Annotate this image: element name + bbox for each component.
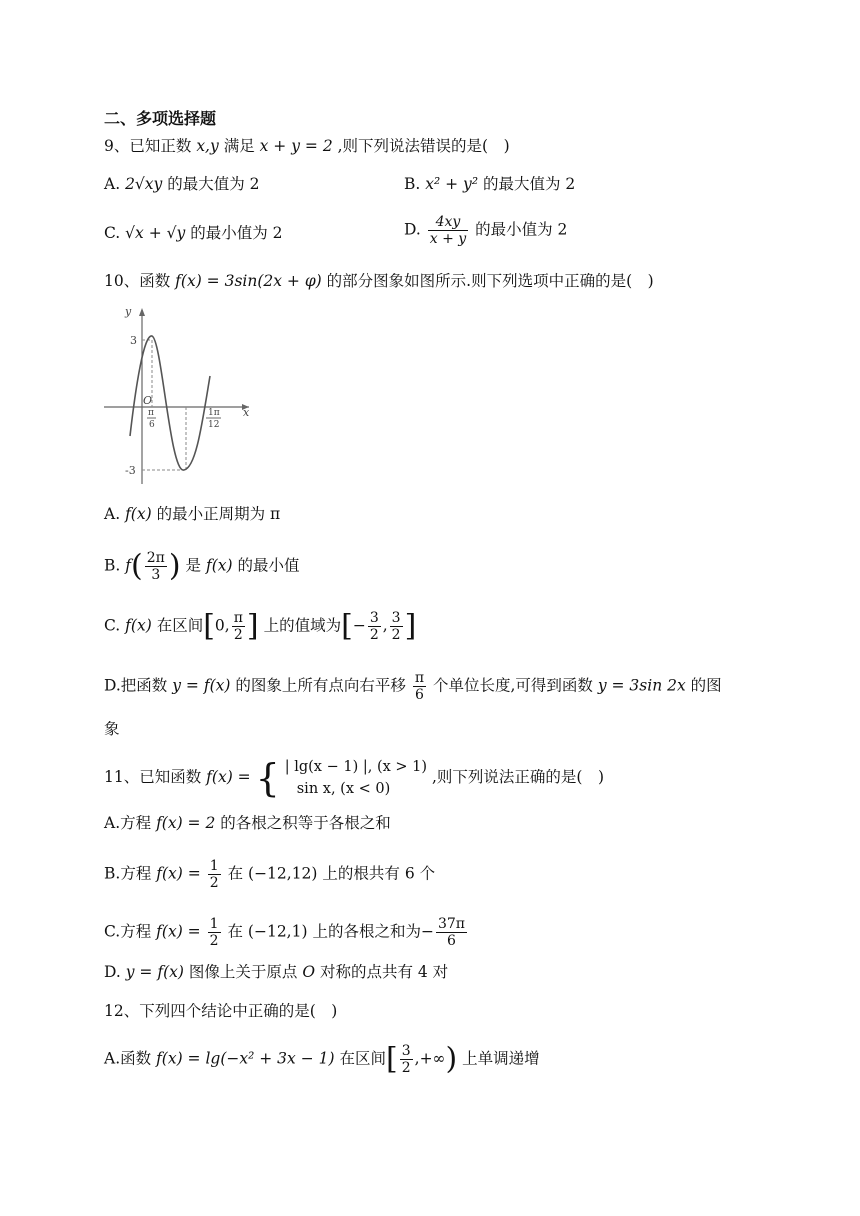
q10-option-d: [104, 670, 722, 703]
q10-c-range-minus: −: [352, 616, 366, 635]
q9-option-c: [104, 222, 283, 244]
q11-option-c: [104, 916, 469, 949]
q11-b-denominator: 2: [209, 875, 219, 891]
q10-c-text1: 在区间: [156, 616, 204, 635]
q10-d-denominator: 6: [414, 687, 424, 703]
q11-b-interval: (−12,12): [248, 864, 318, 883]
q9-stem-eq: x + y = 2: [259, 137, 333, 155]
q9-stem-mid: 满足: [223, 137, 255, 155]
q9-d-numerator: 4xy: [428, 214, 468, 231]
q11-b-func: f(x) =: [156, 864, 201, 883]
q10-option-b: B. f( $\frac{2\pi}{3}$ ) 是 f(x) 的最小值: [104, 548, 300, 584]
section-title: 二、多项选择题: [104, 109, 217, 128]
q9-d-fraction: [428, 214, 468, 247]
q9-stem-suffix: ,则下列说法错误的是( ): [337, 137, 510, 155]
q11-d-text1: D.: [104, 963, 121, 981]
y-axis-label: y: [125, 305, 132, 318]
q9-c-label: C.: [104, 224, 121, 242]
q11-c-denominator: 2: [209, 933, 219, 949]
q10-b-func: f(x): [205, 556, 233, 575]
q11-c-answer-numerator: 37π: [437, 916, 465, 932]
q9-b-expr: x² + y²: [425, 175, 479, 193]
q10-b-text-mid: 是: [185, 556, 202, 575]
q9-b-label: B.: [404, 175, 421, 193]
q10-d-text1: 的图象上所有点向右平移: [235, 676, 406, 695]
q11-b-text2: 在: [227, 864, 244, 883]
tick2-denominator: 12: [208, 420, 220, 430]
q10-c-text2: 上的值域为: [263, 616, 342, 635]
q10-b-label: B.: [104, 556, 121, 575]
q11-b-text3: 上的根共有 6 个: [322, 864, 436, 883]
q12-a-numerator: 3: [401, 1043, 411, 1059]
q9-b-text: 的最大值为 2: [482, 175, 576, 193]
q11-stem-func: f(x) =: [206, 768, 251, 786]
q10-c-r1-numerator: 3: [369, 610, 379, 626]
y-max-label: 3: [130, 334, 137, 347]
q10-c-interval-start: 0,: [214, 616, 230, 635]
q10-a-label: A.: [104, 505, 121, 523]
q9-c-text: 的最小值为 2: [190, 224, 283, 242]
x-axis-label: x: [243, 406, 250, 419]
q11-stem-suffix: ,则下列说法正确的是( ): [431, 768, 604, 786]
q12-a-denominator: 2: [401, 1060, 411, 1076]
q12-a-infinity: ,+∞: [414, 1049, 446, 1068]
q11-b-numerator: 1: [209, 858, 219, 874]
q10-b-fraction: [145, 550, 167, 583]
q11-option-d: [104, 961, 448, 983]
q10-stem-func: f(x) = 3sin(2x + φ): [175, 272, 322, 290]
q10-option-a: [104, 503, 280, 525]
q10-d-label: D.把函数: [104, 676, 168, 695]
q11-option-b: [104, 858, 435, 891]
origin-label: O: [143, 394, 153, 407]
q10-c-denominator: 2: [233, 627, 243, 643]
q11-c-text1: C.方程: [104, 922, 152, 941]
q9-stem-prefix: 9、已知正数: [104, 137, 192, 155]
q11-c-negative-sign: −: [420, 922, 434, 941]
q9-a-label: A.: [104, 175, 121, 193]
q11-c-text3: 上的各根之和为: [312, 922, 421, 941]
q10-stem-prefix: 10、函数: [104, 272, 171, 290]
q10-c-fraction: [232, 610, 245, 643]
q10-c-r2-denominator: 2: [391, 627, 401, 643]
q10-c-r2-numerator: 3: [391, 610, 401, 626]
q11-a-text1: A.方程: [104, 814, 152, 832]
q12-a-text1: A.函数: [104, 1049, 152, 1068]
q11-stem-prefix: 11、已知函数: [104, 768, 202, 786]
q10-stem: [104, 270, 654, 292]
q10-sine-graph: [104, 304, 254, 489]
q11-option-a: [104, 812, 391, 834]
q9-a-expr: 2√xy: [125, 175, 163, 193]
q9-stem: [104, 135, 510, 157]
tick1-numerator: π: [148, 408, 154, 418]
q11-d-origin: O: [302, 963, 316, 981]
q11-cases: [285, 756, 427, 800]
tick2-numerator: 1π: [208, 408, 220, 418]
q10-d-fraction: [413, 670, 426, 703]
q11-case2: sin x, (x < 0): [296, 781, 391, 797]
q10-d-func2: y = 3sin 2x: [597, 676, 686, 695]
q10-b-numerator: 2π: [146, 550, 165, 566]
q10-a-text: 的最小正周期为 π: [156, 505, 281, 523]
q11-d-text2: 图像上关于原点: [188, 963, 298, 981]
q10-option-d-continued: 象: [104, 720, 120, 738]
q10-stem-suffix: 的部分图象如图所示.则下列选项中正确的是( ): [326, 272, 654, 290]
q9-d-denominator: x + y: [429, 231, 467, 247]
q11-stem: [104, 756, 604, 800]
q11-d-text3: 对称的点共有 4 对: [319, 963, 449, 981]
q10-d-func: y = f(x): [172, 676, 231, 695]
q11-c-fraction: [208, 916, 221, 949]
q9-d-label: D.: [404, 220, 421, 239]
q11-c-answer-fraction: [436, 916, 467, 949]
q10-a-func: f(x): [125, 505, 152, 523]
q10-c-r1-denominator: 2: [369, 627, 379, 643]
q11-c-numerator: 1: [209, 916, 219, 932]
q11-a-func: f(x) = 2: [156, 814, 216, 832]
q11-c-interval: (−12,1): [247, 922, 308, 941]
q10-b-text: 的最小值: [237, 556, 300, 575]
q11-a-text2: 的各根之积等于各根之和: [220, 814, 391, 832]
y-axis-arrow: [139, 308, 145, 316]
tick1-denominator: 6: [149, 420, 155, 430]
q11-b-fraction: [208, 858, 221, 891]
q12-a-text3: 上单调递增: [462, 1049, 540, 1068]
q10-d-text3: 的图: [690, 676, 722, 695]
q10-d-numerator: π: [414, 670, 425, 686]
q9-c-expr: √x + √y: [125, 224, 186, 242]
q9-option-a: [104, 173, 260, 195]
q10-d-text2: 个单位长度,可得到函数: [432, 676, 593, 695]
q11-d-func: y = f(x): [125, 963, 184, 981]
q10-c-range-high: [390, 610, 403, 643]
q12-a-fraction: [400, 1043, 413, 1076]
q9-d-text: 的最小值为 2: [475, 220, 568, 239]
q12-option-a: A.函数 f(x) = lg(−x² + 3x − 1) 在区间[ $\frac{3}{2}$ ,+∞) 上单调递增: [104, 1041, 540, 1077]
q10-option-c: C. f(x) 在区间[0, $\frac{\pi}{2}$ ] 上的值域为[− $\frac{3}{2}$ , $\frac{3}{2}$ ]: [104, 608, 417, 644]
q12-a-func: f(x) = lg(−x² + 3x − 1): [156, 1049, 335, 1068]
q9-option-b: [404, 173, 575, 195]
q10-b-denominator: 3: [151, 567, 161, 583]
q9-option-d: [404, 214, 567, 247]
q12-stem: 12、下列四个结论中正确的是( ): [104, 1002, 338, 1020]
y-min-label: -3: [125, 464, 136, 477]
q11-c-func: f(x) =: [156, 922, 201, 941]
q10-c-label: C.: [104, 616, 121, 635]
q11-c-text2: 在: [227, 922, 243, 941]
q9-a-text: 的最大值为 2: [167, 175, 260, 193]
q11-case1: | lg(x − 1) |, (x > 1): [284, 759, 428, 775]
q10-c-range-low: [368, 610, 381, 643]
q11-b-text1: B.方程: [104, 864, 152, 883]
q11-c-answer-denominator: 6: [447, 933, 456, 949]
q9-stem-vars: x,y: [196, 137, 219, 155]
q10-c-func: f(x): [125, 616, 152, 635]
q11-brace: {: [255, 756, 280, 800]
q10-c-numerator: π: [233, 610, 243, 626]
q12-a-text2: 在区间: [339, 1049, 386, 1068]
